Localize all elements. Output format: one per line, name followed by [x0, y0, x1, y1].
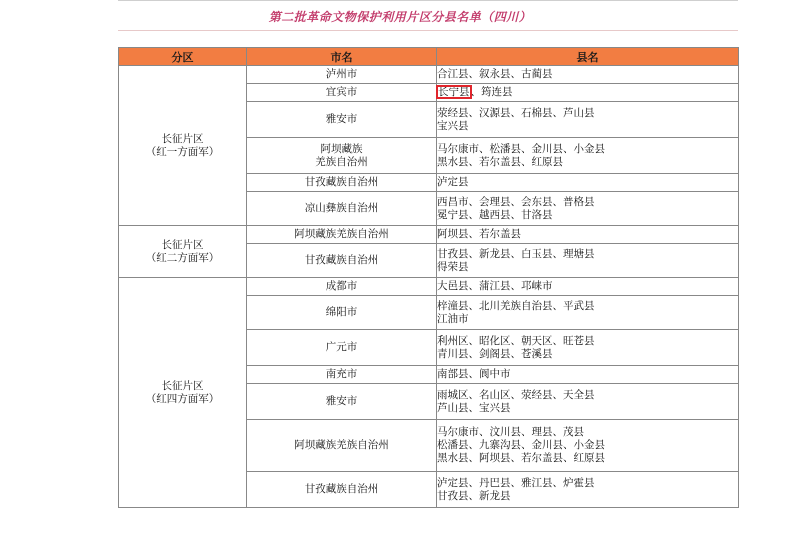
- county-line: 甘孜县、新龙县: [437, 489, 511, 502]
- county-line: 江油市: [437, 312, 469, 325]
- county-cell: [437, 174, 739, 192]
- city-cell: 阿坝藏族羌族自治州: [247, 226, 437, 244]
- county-list-table: [118, 47, 739, 508]
- county-line: 冕宁县、越西县、甘洛县: [437, 208, 553, 221]
- city-cell: 甘孜藏族自治州: [247, 472, 437, 508]
- county-line: 青川县、剑阁县、苍溪县: [437, 347, 553, 360]
- county-line: 马尔康市、汶川县、理县、茂县: [437, 426, 584, 438]
- county-rest: 、筠连县: [470, 86, 513, 98]
- county-cell: [437, 244, 739, 278]
- county-line: 甘孜县、新龙县、白玉县、理塘县: [437, 247, 595, 260]
- city-cell: 泸州市: [247, 66, 437, 84]
- city-cell: 南充市: [247, 366, 437, 384]
- county-line: 泸定县: [437, 176, 469, 188]
- county-cell: [437, 278, 739, 296]
- county-cell: [437, 420, 739, 472]
- county-line: 黑水县、若尔盖县、红原县: [437, 155, 563, 168]
- city-cell: 宜宾市: [247, 84, 437, 102]
- county-cell: [437, 226, 739, 244]
- table-row: [119, 66, 739, 84]
- header-county: 县名: [437, 48, 739, 66]
- county-cell: [437, 296, 739, 330]
- county-line: 西昌市、会理县、会东县、普格县: [437, 195, 595, 208]
- city-cell: 甘孜藏族自治州: [247, 244, 437, 278]
- zone-cell-red-second-army: [119, 226, 247, 278]
- top-divider: [118, 0, 738, 1]
- county-line: 松潘县、九寨沟县、金川县、小金县: [437, 439, 605, 451]
- city-cell: 阿坝藏族羌族自治州: [247, 420, 437, 472]
- table-row: [119, 278, 739, 296]
- city-cell: 雅安市: [247, 102, 437, 138]
- zone-cell-red-fourth-army: [119, 278, 247, 508]
- city-line: 阿坝藏族: [320, 142, 363, 155]
- county-cell: [437, 102, 739, 138]
- county-cell: [437, 384, 739, 420]
- county-line: 宝兴县: [437, 119, 469, 132]
- county-cell: [437, 66, 739, 84]
- county-line: 阿坝县、若尔盖县: [437, 228, 521, 240]
- header-zone: 分区: [119, 48, 247, 66]
- zone-name: 长征片区: [161, 132, 204, 145]
- county-line: [437, 86, 738, 99]
- zone-army: （红四方面军）: [145, 392, 220, 405]
- zone-cell-red-first-army: [119, 66, 247, 226]
- table-row: [119, 226, 739, 244]
- county-line: 马尔康市、松潘县、金川县、小金县: [437, 142, 605, 155]
- county-cell: [437, 330, 739, 366]
- county-cell: [437, 138, 739, 174]
- county-cell: [437, 366, 739, 384]
- zone-army: （红二方面军）: [145, 251, 220, 264]
- county-cell: [437, 472, 739, 508]
- county-line: 黑水县、阿坝县、若尔盖县、红原县: [437, 452, 605, 464]
- county-line: 梓潼县、北川羌族自治县、平武县: [437, 299, 595, 312]
- city-cell: 凉山彝族自治州: [247, 192, 437, 226]
- county-line: 合江县、叙永县、古蔺县: [437, 68, 553, 80]
- county-line: 利州区、昭化区、朝天区、旺苍县: [437, 334, 595, 347]
- county-cell: [437, 84, 739, 102]
- county-line: 芦山县、宝兴县: [437, 401, 511, 414]
- highlighted-county: 长宁县: [438, 86, 470, 98]
- zone-name: 长征片区: [161, 379, 204, 392]
- county-line: 雨城区、名山区、荥经县、天全县: [437, 388, 595, 401]
- county-line: 荥经县、汉源县、石棉县、芦山县: [437, 106, 595, 119]
- header-city: 市名: [247, 48, 437, 66]
- city-cell: 广元市: [247, 330, 437, 366]
- county-line: 南部县、阆中市: [437, 368, 511, 380]
- city-line: 羌族自治州: [315, 155, 368, 168]
- zone-name: 长征片区: [161, 238, 204, 251]
- county-line: 泸定县、丹巴县、雅江县、炉霍县: [437, 476, 595, 489]
- city-cell: 成都市: [247, 278, 437, 296]
- zone-army: （红一方面军）: [145, 145, 220, 158]
- city-cell: 雅安市: [247, 384, 437, 420]
- county-line: 得荣县: [437, 260, 469, 273]
- table-header-row: [119, 48, 739, 66]
- county-line: 大邑县、蒲江县、邛崃市: [437, 280, 553, 292]
- county-cell: [437, 192, 739, 226]
- city-cell: 绵阳市: [247, 296, 437, 330]
- title-underline: [118, 30, 738, 31]
- city-cell: 甘孜藏族自治州: [247, 174, 437, 192]
- city-cell: [247, 138, 437, 174]
- document-title: 第二批革命文物保护利用片区分县名单（四川）: [268, 10, 532, 24]
